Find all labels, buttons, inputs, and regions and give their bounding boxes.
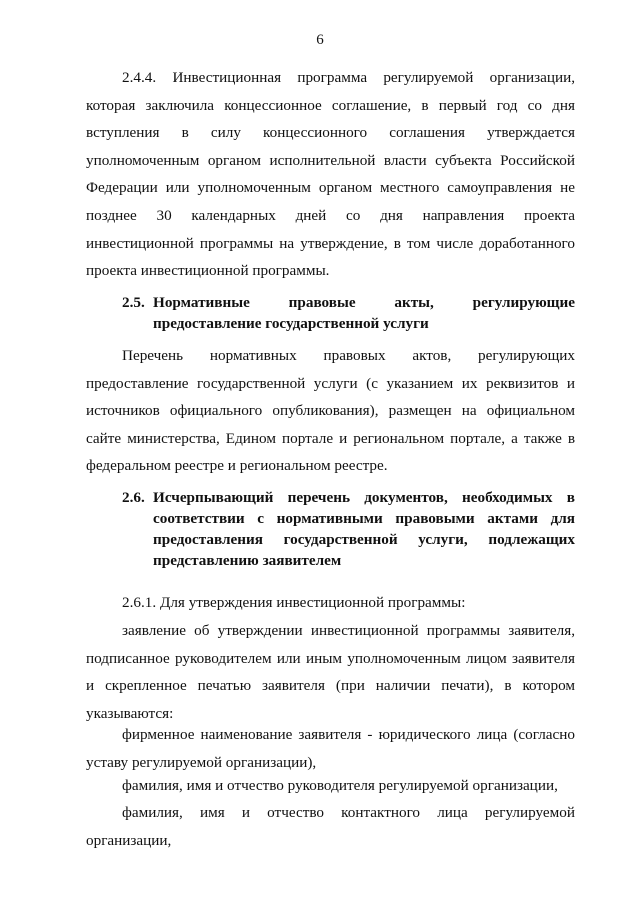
section-heading-2-6 <box>122 487 575 571</box>
page-number: 6 <box>316 32 324 48</box>
section-number: 2.5. <box>122 294 145 311</box>
paragraph-2-6-1: 2.6.1. Для утверждения инвестиционной программы: <box>122 594 466 611</box>
paragraph-2-5-body: Перечень нормативных правовых актов, регулирующих предоставление государственной услуги (с указанием их реквизитов и источников официального опубликования), размещен на официальном сайте министерства, Едином портале и региональном портале, а также в федеральном реестре и региональном реестре. <box>86 347 575 475</box>
section-number: 2.6. <box>122 489 145 506</box>
section-title: Нормативные правовые акты, регулирующие предоставление государственной услуги <box>153 294 575 332</box>
section-heading-2-5 <box>122 292 575 334</box>
section-title: Исчерпывающий перечень документов, необходимых в соответствии с нормативными правовыми актами для предоставления государственной услуги, подлежащих представлению заявителем <box>153 489 575 569</box>
paragraph-company-name: фирменное наименование заявителя - юридического лица (согласно уставу регулируемой организации), <box>86 726 575 771</box>
paragraph-2-4-4: 2.4.4. Инвестиционная программа регулируемой организации, которая заключила концессионное соглашение, в первый год со дня вступления в силу концессионного соглашения утверждается уполномоченным органом исполнительной власти субъекта Российской Федерации или уполномоченным органом местного самоуправления не позднее 30 календарных дней со дня направления проекта инвестиционной программы на утверждение, в том числе доработанного проекта инвестиционной программы. <box>86 69 575 280</box>
paragraph-application: заявление об утверждении инвестиционной программы заявителя, подписанное руководителем или иным уполномоченным лицом заявителя и скрепленное печатью заявителя (при наличии печати), в котором указываются: <box>86 622 575 722</box>
paragraph-head-name: фамилия, имя и отчество руководителя регулируемой организации, <box>122 777 558 794</box>
paragraph-contact-name: фамилия, имя и отчество контактного лица регулируемой организации, <box>86 804 575 849</box>
